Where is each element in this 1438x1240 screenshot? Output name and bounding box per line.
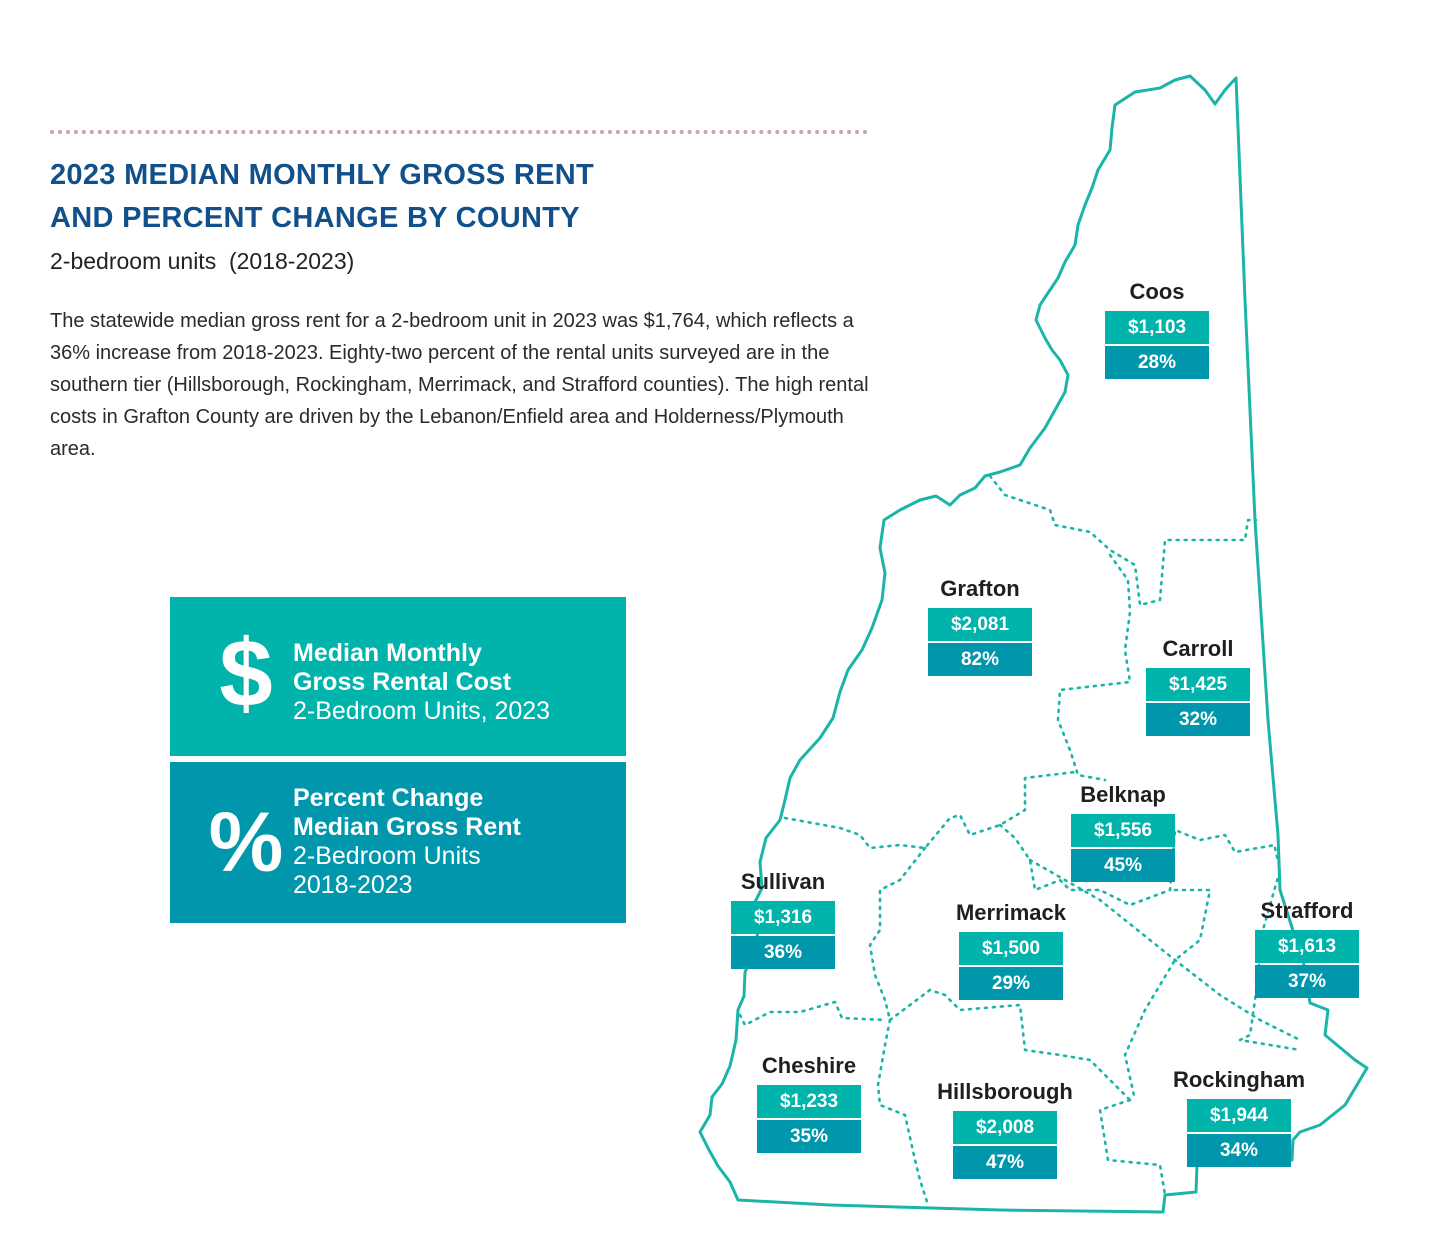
county-name: Merrimack	[955, 900, 1067, 925]
county-name: Carroll	[1162, 636, 1234, 661]
county-change: 35%	[757, 1120, 861, 1153]
county-name: Sullivan	[740, 869, 826, 894]
county-change: 45%	[1071, 849, 1175, 882]
hillsborough-rockingham-boundary	[1100, 1100, 1165, 1195]
county-change: 28%	[1105, 346, 1209, 379]
county-rent: $1,613	[1255, 930, 1359, 963]
county-name: Hillsborough	[937, 1079, 1073, 1104]
legend-percent-change-line-4: 2018-2023	[293, 871, 413, 899]
legend-rent-cost-line-3: 2-Bedroom Units, 2023	[293, 697, 551, 725]
county-rent: $1,233	[757, 1085, 861, 1118]
sullivan-cheshire-boundary	[740, 1002, 885, 1025]
county-change: 34%	[1187, 1134, 1291, 1167]
legend-rent-cost-line-2: Gross Rental Cost	[293, 668, 512, 696]
cheshire-hillsborough-boundary	[878, 1020, 928, 1205]
county-change: 37%	[1255, 965, 1359, 998]
county-name: Grafton	[940, 576, 1020, 601]
county-rent: $1,103	[1105, 311, 1209, 344]
description: The statewide median gross rent for a 2-bedroom unit in 2023 was $1,764, which reflects a 36% increase from 2018-2023. Eighty-two percent of the rental units surveyed are in the southern tier (Hillsborough, Rockingham, Merrimack, and Strafford counties). The high rental costs in Grafton County are driven by the Lebanon/Enfield area and Holderness/Plymouth area.	[50, 310, 869, 460]
county-change: 32%	[1146, 703, 1250, 736]
county-rent: $1,944	[1187, 1099, 1291, 1132]
legend-rent-cost-line-1: Median Monthly	[293, 639, 482, 667]
county-change: 82%	[928, 643, 1032, 676]
title-line-1: 2023 MEDIAN MONTHLY GROSS RENT	[50, 159, 594, 191]
legend-percent-change-line-3: 2-Bedroom Units	[293, 842, 481, 870]
county-rent: $1,556	[1071, 814, 1175, 847]
county-rent: $1,500	[959, 932, 1063, 965]
legend-percent-change-line-1: Percent Change	[293, 784, 484, 812]
county-name: Strafford	[1260, 898, 1354, 923]
county-name: Belknap	[1080, 782, 1166, 807]
title-line-2: AND PERCENT CHANGE BY COUNTY	[50, 202, 580, 234]
county-rent: $1,425	[1146, 668, 1250, 701]
county-name: Cheshire	[761, 1053, 857, 1078]
county-rent: $1,316	[731, 901, 835, 934]
county-rent: $2,008	[953, 1111, 1057, 1144]
county-name: Rockingham	[1172, 1067, 1306, 1092]
county-change: 29%	[959, 967, 1063, 1000]
legend-percent-change-line-2: Median Gross Rent	[293, 813, 521, 841]
percent-icon: %	[208, 795, 284, 889]
dollar-icon: $	[219, 620, 273, 727]
county-rent: $2,081	[928, 608, 1032, 641]
county-change: 36%	[731, 936, 835, 969]
county-name: Coos	[1129, 279, 1185, 304]
subtitle: 2-bedroom units (2018-2023)	[50, 248, 355, 274]
county-change: 47%	[953, 1146, 1057, 1179]
